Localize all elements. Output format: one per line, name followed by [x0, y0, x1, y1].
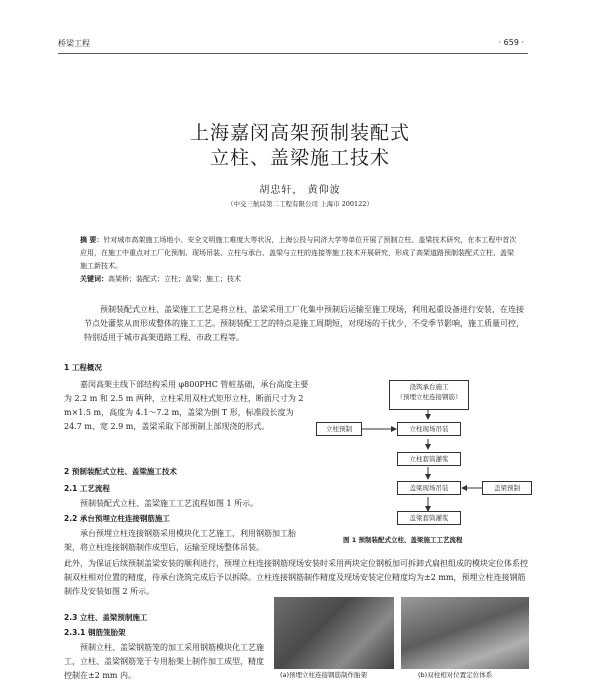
section-2-3-heading: 2.3 立柱、盖梁预制施工: [64, 613, 148, 622]
flow-step-cap-construction: 浇筑承台施工 （预埋立柱连接钢筋）: [389, 380, 469, 410]
intro-paragraph: 预制装配式立柱、盖梁施工工艺是将立柱、盖梁采用工厂化集中预制后运输至施工现场，利用起重设备进行安装，在连接节点处灌浆从而形成整体的施工工艺。预制装配工艺的特点是施工周期短，对现场的干扰少，不受季节影响，施工质量可控，特别适用于城市高架道路工程、市政工程等。: [84, 305, 524, 342]
flow-beam-lifting: 盖梁现场吊装: [397, 481, 461, 495]
photo-b-caption: (b)双柱相对位置定位体系: [418, 671, 493, 679]
flow-beam-precast: 盖梁预制: [482, 481, 532, 495]
header-rule: [58, 53, 528, 54]
section-2-1-heading: 2.1 工艺流程: [64, 484, 110, 493]
section-2-1-text: 预制装配式立柱、盖梁施工工艺流程如图 1 所示。: [80, 499, 259, 508]
flow-column-lifting: 立柱现场吊装: [397, 422, 461, 436]
keywords-label: 关键词：: [80, 275, 108, 283]
flow-column-precast: 立柱预制: [316, 422, 362, 436]
section-1-text: 嘉闵高架主线下部结构采用 φ800PHC 管桩基础，承台高度主要为 2.2 m 和 2.5 m 两种，立柱采用双柱式矩形立柱，断面尺寸为 2 m×1.5 m，高度为 4.1～7.2 m，盖梁为倒 T 形，标准段长度为 24.7 m、宽 2.9 m，盖梁采取下部预制上部现浇的形式。: [64, 380, 309, 431]
flow-column-grouting: 立柱套筒灌浆: [397, 452, 461, 466]
photo-a-caption: (a)预埋立柱连接钢筋制作胎架: [280, 671, 368, 679]
section-2-2-text-b: 此外，为保证后续预制盖梁安装的顺利进行，预埋立柱连接钢筋现场安装时采用两块定位钢板加可拆卸式扁担组成的模块定位体系控制双柱相对位置的精度，待承台浇筑完成后予以拆除。立柱连接钢筋制作精度及现场安装定位精度均为±2 mm，预埋立柱连接钢筋制作及安装如图 2 所示。: [64, 559, 528, 596]
section-2-2-heading: 2.2 承台预埋立柱连接钢筋施工: [64, 514, 170, 523]
title-line1: 上海嘉闵高架预制装配式: [189, 122, 410, 144]
section-2-heading: 2 预制装配式立柱、盖梁施工技术: [64, 467, 177, 476]
photo-rebar-jig: [274, 597, 394, 669]
authors: 胡忠轩， 黄仰波: [259, 185, 341, 196]
journal-header: 桥梁工程: [58, 39, 90, 48]
keywords: 高架桥；装配式；立柱；盖梁；施工；技术: [108, 275, 241, 283]
affiliation: （中交三航局第二工程有限公司 上海市 200122）: [227, 200, 373, 208]
flow-beam-grouting: 盖梁套筒灌浆: [397, 511, 461, 525]
title-line2: 立柱、盖梁施工技术: [209, 147, 390, 169]
photo-positioning-system: [401, 597, 529, 669]
abstract-text: 针对城市高架施工场地小、安全文明施工难度大等状况，上海公投与同济大学等单位开展了预制立柱、盖梁技术研究，在本工程中首次应用，在施工中重点对工厂化预制、现场吊装、立柱与承台、盖梁与立柱的连接等施工技术开展研究，形成了高架道路预制装配式立柱、盖梁施工新技术。: [80, 236, 517, 270]
abstract-label: 摘 要：: [80, 236, 104, 244]
section-2-2-text-a: 承台预埋立柱连接钢筋采用模块化工艺施工，利用钢筋加工胎架，将立柱连接钢筋制作成型后，运输至现场整体吊装。: [64, 529, 296, 552]
figure-1-caption: 图 1 预制装配式立柱、盖梁施工工艺流程: [343, 536, 463, 544]
section-2-3-1-heading: 2.3.1 钢筋笼胎架: [64, 628, 126, 637]
abstract: [80, 234, 520, 286]
section-1-heading: 1 工程概况: [64, 363, 102, 372]
section-2-3-1-text: 预制立柱、盖梁钢筋笼的加工采用钢筋模块化工艺施工，立柱、盖梁钢筋笼于专用胎架上制作加工成型，精度控制在±2 mm 内。: [64, 643, 264, 680]
page-number: · 659 ·: [498, 38, 524, 47]
